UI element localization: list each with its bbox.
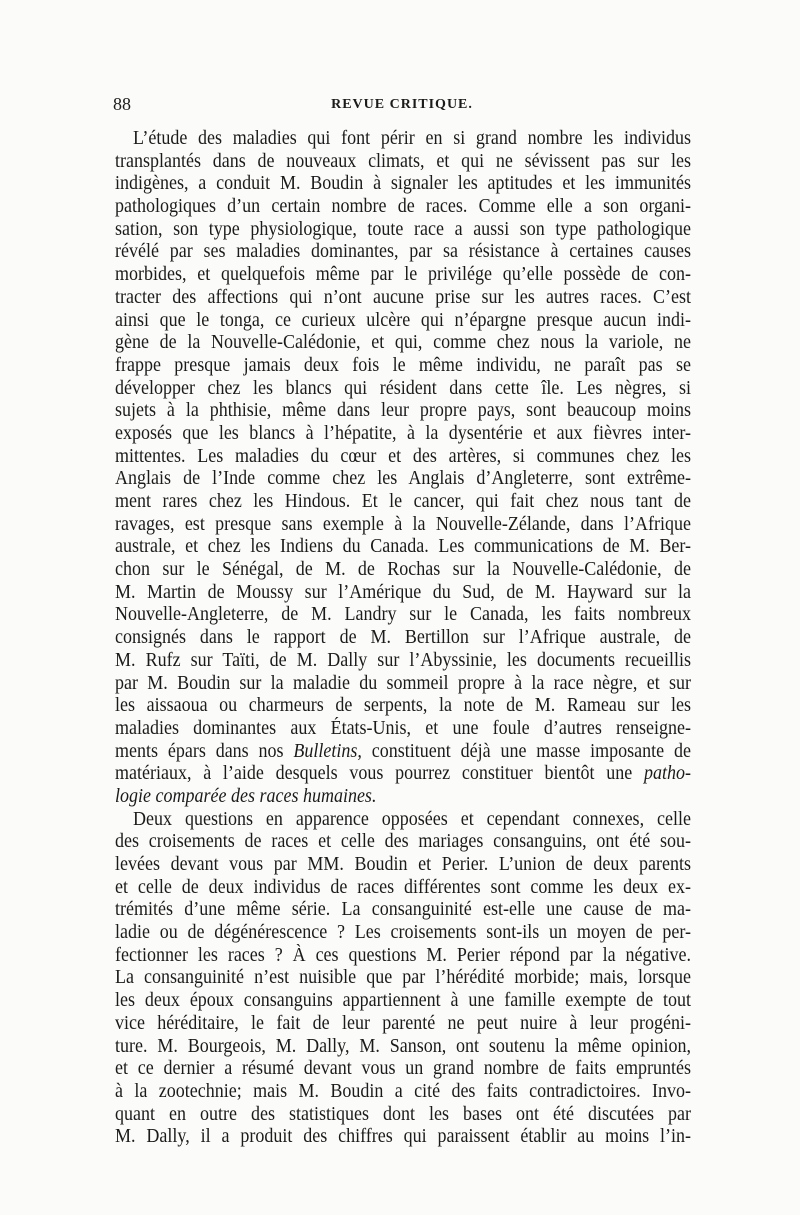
text-line: sation, son type physiologique, toute race a aussi son type pathologique (115, 217, 691, 240)
text-line: Anglais de l’Inde comme chez les Anglais d’Angleterre, sont extrême- (115, 467, 691, 490)
text-line: ture. M. Bourgeois, M. Dally, M. Sanson, ont soutenu la même opinion, (115, 1034, 691, 1057)
text-line: M. Martin de Moussy sur l’Amérique du Sud, de M. Hayward sur la (115, 580, 691, 603)
italic-text: logie comparée des races humaines. (115, 784, 377, 807)
text-line: quant en outre des statistiques dont les bases ont été discutées par (115, 1102, 691, 1125)
running-title: REVUE CRITIQUE. (331, 97, 473, 112)
text-segment: matériaux, à l’aide desquels vous pourrez constituer bientôt une (115, 762, 645, 785)
text-line: les aissaoua ou charmeurs de serpents, la note de M. Rameau sur les (115, 694, 691, 717)
body-text (115, 127, 755, 1148)
text-line: ravages, est presque sans exemple à la Nouvelle-Zélande, dans l’Afrique (115, 512, 691, 535)
page-number: 88 (113, 94, 131, 114)
text-line: Deux questions en apparence opposées et cependant connexes, celle (133, 807, 691, 830)
text-line: chon sur le Sénégal, de M. de Rochas sur la Nouvelle-Calédonie, de (115, 558, 691, 581)
text-line: maladies dominantes aux États-Unis, et une foule d’autres renseigne- (115, 716, 691, 739)
text-line: exposés que les blancs à l’hépatite, à la dysentérie et aux fièvres inter- (115, 421, 691, 444)
text-line: L’étude des maladies qui font périr en si grand nombre les individus (133, 127, 691, 149)
text-line: développer chez les blancs qui résident dans cette île. Les nègres, si (115, 376, 691, 399)
text-line: M. Dally, il a produit des chiffres qui paraissent établir au moins l’in- (115, 1125, 691, 1148)
text-line: M. Rufz sur Taïti, de M. Dally sur l’Abyssinie, les documents recueillis (115, 648, 691, 671)
text-line (115, 740, 691, 763)
text-line: les deux époux consanguins appartiennent à une famille exempte de tout (115, 989, 691, 1012)
text-line: des croisements de races et celle des mariages consanguins, ont été sou- (115, 830, 691, 853)
text-line: sujets à la phthisie, même dans leur propre pays, sont beaucoup moins (115, 399, 691, 422)
text-line: gène de la Nouvelle-Calédonie, et qui, comme chez nous la variole, ne (115, 331, 691, 354)
text-line: et celle de deux individus de races différentes sont comme les deux ex- (115, 875, 691, 898)
text-segment: constituent déjà une masse imposante de (361, 739, 691, 762)
text-line: et ce dernier a résumé devant vous un grand nombre de faits empruntés (115, 1057, 691, 1080)
text-line: consignés dans le rapport de M. Bertillon sur l’Afrique australe, de (115, 626, 691, 649)
text-segment: ments épars dans nos (115, 739, 294, 762)
page-header (113, 93, 691, 117)
text-line (115, 785, 691, 808)
text-line: fectionner les races ? À ces questions M. Perier répond par la négative. (115, 943, 691, 966)
text-line: vice héréditaire, le fait de leur parenté ne peut nuire à leur progéni- (115, 1011, 691, 1034)
text-line: morbides, et quelquefois même par le privilége qu’elle possède de con- (115, 263, 691, 286)
text-line: ment rares chez les Hindous. Et le cancer, qui fait chez nous tant de (115, 490, 691, 512)
text-line: pathologiques d’un certain nombre de races. Comme elle a son organi- (115, 195, 691, 218)
text-line: Nouvelle-Angleterre, de M. Landry sur le Canada, les faits nombreux (115, 603, 691, 626)
text-line: à la zootechnie; mais M. Boudin a cité des faits contradictoires. Invo- (115, 1079, 691, 1102)
text-line: trémités d’une même série. La consanguinité est-elle une cause de ma- (115, 898, 691, 921)
text-line: tracter des affections qui n’ont aucune prise sur les autres races. C’est (115, 285, 691, 308)
text-line: ainsi que le tonga, ce curieux ulcère qui n’épargne presque aucun indi- (115, 308, 691, 331)
text-line: indigènes, a conduit M. Boudin à signaler les aptitudes et les immunités (115, 172, 691, 195)
text-line (115, 762, 691, 785)
text-line: frappe presque jamais deux fois le même individu, ne paraît pas se (115, 353, 691, 376)
paragraph (115, 808, 755, 1148)
text-line: La consanguinité n’est nuisible que par l’hérédité morbide; mais, lorsque (115, 966, 691, 989)
italic-text: patho- (644, 762, 691, 785)
text-line: révélé par ses maladies dominantes, par sa résistance à certaines causes (115, 240, 691, 263)
text-line: levées devant vous par MM. Boudin et Perier. L’union de deux parents (115, 853, 691, 875)
text-line: mittentes. Les maladies du cœur et des artères, si communes chez les (115, 444, 691, 467)
paragraph (115, 127, 755, 808)
italic-text: Bulletins, (293, 739, 362, 762)
text-line: australe, et chez les Indiens du Canada. Les communications de M. Ber- (115, 535, 691, 558)
text-line: par M. Boudin sur la maladie du sommeil propre à la race nègre, et sur (115, 671, 691, 694)
text-line: ladie ou de dégénérescence ? Les croisements sont-ils un moyen de per- (115, 921, 691, 944)
text-line: transplantés dans de nouveaux climats, et qui ne sévissent pas sur les (115, 149, 691, 172)
